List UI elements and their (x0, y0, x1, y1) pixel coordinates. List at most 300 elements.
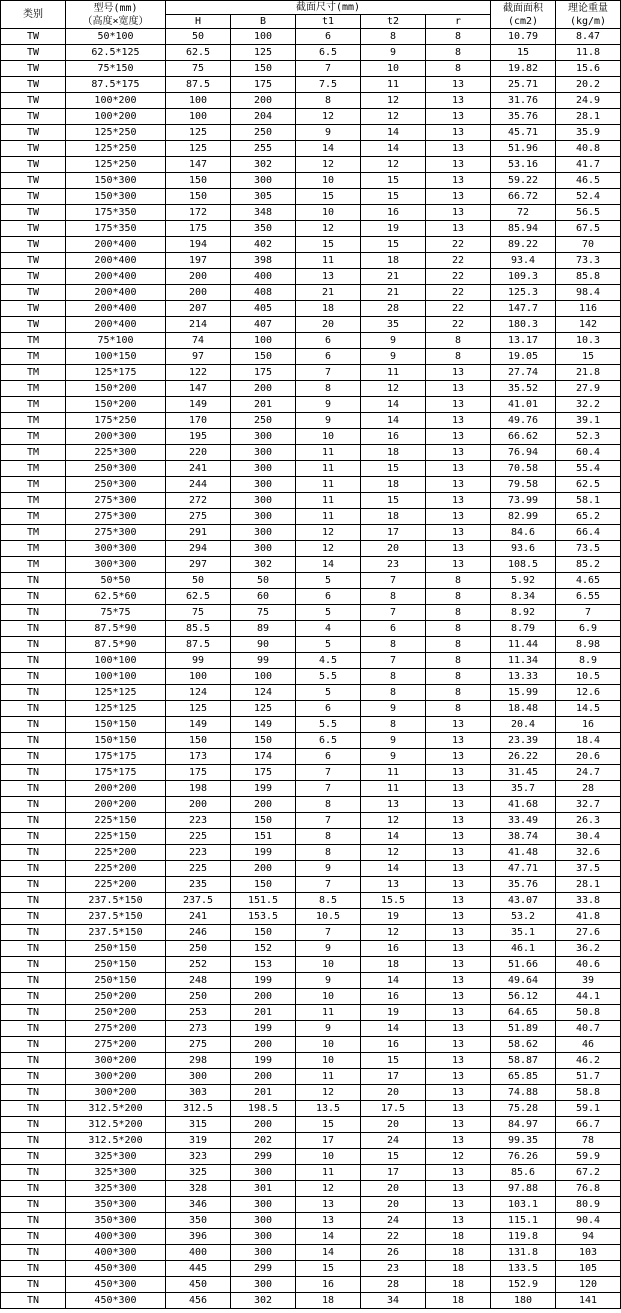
cell-weight: 24.7 (556, 765, 621, 781)
cell-h: 400 (166, 1245, 231, 1261)
cell-category: TW (1, 253, 66, 269)
cell-t1: 7 (296, 925, 361, 941)
cell-area: 41.68 (491, 797, 556, 813)
cell-model: 200*200 (66, 797, 166, 813)
cell-category: TN (1, 733, 66, 749)
cell-weight: 14.5 (556, 701, 621, 717)
cell-r: 8 (426, 349, 491, 365)
cell-t2: 12 (361, 925, 426, 941)
cell-b: 402 (231, 237, 296, 253)
cell-h: 300 (166, 1069, 231, 1085)
table-row (1, 957, 621, 973)
cell-weight: 28.1 (556, 877, 621, 893)
cell-model: 50*50 (66, 573, 166, 589)
cell-r: 13 (426, 1021, 491, 1037)
cell-category: TN (1, 749, 66, 765)
cell-category: TN (1, 957, 66, 973)
cell-h: 328 (166, 1181, 231, 1197)
table-row (1, 685, 621, 701)
cell-model: 250*300 (66, 477, 166, 493)
cell-category: TM (1, 557, 66, 573)
cell-t2: 13 (361, 797, 426, 813)
cell-model: 400*300 (66, 1245, 166, 1261)
cell-t1: 12 (296, 1181, 361, 1197)
cell-b: 149 (231, 717, 296, 733)
table-row (1, 909, 621, 925)
cell-h: 147 (166, 157, 231, 173)
cell-model: 450*300 (66, 1293, 166, 1309)
cell-h: 197 (166, 253, 231, 269)
table-row (1, 797, 621, 813)
cell-h: 75 (166, 61, 231, 77)
table-header (1, 1, 621, 29)
cell-category: TN (1, 925, 66, 941)
cell-model: 200*400 (66, 317, 166, 333)
table-row (1, 77, 621, 93)
cell-t1: 18 (296, 1293, 361, 1309)
cell-h: 100 (166, 669, 231, 685)
cell-category: TN (1, 1229, 66, 1245)
cell-t1: 18 (296, 301, 361, 317)
cell-weight: 98.4 (556, 285, 621, 301)
cell-h: 207 (166, 301, 231, 317)
table-row (1, 1293, 621, 1309)
table-row (1, 669, 621, 685)
cell-model: 250*300 (66, 461, 166, 477)
cell-area: 18.48 (491, 701, 556, 717)
cell-h: 99 (166, 653, 231, 669)
cell-h: 291 (166, 525, 231, 541)
cell-h: 172 (166, 205, 231, 221)
cell-t1: 14 (296, 557, 361, 573)
cell-t1: 21 (296, 285, 361, 301)
cell-model: 87.5*90 (66, 621, 166, 637)
cell-area: 45.71 (491, 125, 556, 141)
cell-t1: 11 (296, 1165, 361, 1181)
cell-weight: 40.6 (556, 957, 621, 973)
cell-area: 27.74 (491, 365, 556, 381)
cell-r: 13 (426, 909, 491, 925)
cell-t2: 16 (361, 205, 426, 221)
cell-model: 200*400 (66, 301, 166, 317)
cell-category: TW (1, 269, 66, 285)
cell-h: 149 (166, 397, 231, 413)
cell-model: 325*300 (66, 1149, 166, 1165)
cell-r: 22 (426, 301, 491, 317)
cell-category: TN (1, 941, 66, 957)
cell-model: 200*400 (66, 253, 166, 269)
cell-weight: 58.8 (556, 1085, 621, 1101)
cell-area: 76.26 (491, 1149, 556, 1165)
cell-category: TN (1, 621, 66, 637)
cell-b: 100 (231, 29, 296, 45)
cell-h: 450 (166, 1277, 231, 1293)
cell-r: 13 (426, 221, 491, 237)
cell-h: 200 (166, 269, 231, 285)
cell-area: 53.2 (491, 909, 556, 925)
cell-category: TN (1, 1053, 66, 1069)
cell-t1: 11 (296, 509, 361, 525)
cell-weight: 46 (556, 1037, 621, 1053)
cell-category: TN (1, 797, 66, 813)
cell-b: 300 (231, 1165, 296, 1181)
cell-weight: 78 (556, 1133, 621, 1149)
cell-area: 93.4 (491, 253, 556, 269)
cell-area: 76.94 (491, 445, 556, 461)
cell-weight: 28.1 (556, 109, 621, 125)
cell-t2: 9 (361, 333, 426, 349)
cell-r: 8 (426, 61, 491, 77)
cell-r: 13 (426, 397, 491, 413)
cell-weight: 105 (556, 1261, 621, 1277)
cell-weight: 7 (556, 605, 621, 621)
cell-weight: 20.2 (556, 77, 621, 93)
cell-model: 125*175 (66, 365, 166, 381)
table-row (1, 829, 621, 845)
cell-t2: 16 (361, 1037, 426, 1053)
cell-t2: 18 (361, 253, 426, 269)
cell-t1: 7 (296, 765, 361, 781)
cell-model: 450*300 (66, 1277, 166, 1293)
cell-t2: 34 (361, 1293, 426, 1309)
cell-model: 225*200 (66, 877, 166, 893)
table-row (1, 1261, 621, 1277)
cell-area: 35.76 (491, 109, 556, 125)
cell-r: 13 (426, 1213, 491, 1229)
cell-t1: 8 (296, 829, 361, 845)
cell-b: 90 (231, 637, 296, 653)
cell-t1: 10 (296, 1053, 361, 1069)
cell-t1: 5 (296, 637, 361, 653)
cell-t2: 17 (361, 525, 426, 541)
cell-b: 348 (231, 205, 296, 221)
cell-model: 350*300 (66, 1213, 166, 1229)
cell-model: 250*150 (66, 941, 166, 957)
cell-model: 200*300 (66, 429, 166, 445)
cell-weight: 40.7 (556, 1021, 621, 1037)
cell-r: 8 (426, 637, 491, 653)
cell-category: TN (1, 765, 66, 781)
cell-h: 250 (166, 941, 231, 957)
cell-h: 275 (166, 1037, 231, 1053)
cell-area: 11.44 (491, 637, 556, 653)
table-row (1, 397, 621, 413)
cell-r: 22 (426, 237, 491, 253)
cell-r: 18 (426, 1277, 491, 1293)
cell-r: 18 (426, 1261, 491, 1277)
cell-r: 13 (426, 877, 491, 893)
cell-t2: 21 (361, 269, 426, 285)
table-row (1, 525, 621, 541)
cell-model: 100*200 (66, 93, 166, 109)
cell-category: TW (1, 205, 66, 221)
cell-weight: 120 (556, 1277, 621, 1293)
cell-model: 225*200 (66, 861, 166, 877)
cell-b: 300 (231, 429, 296, 445)
cell-t1: 9 (296, 1021, 361, 1037)
cell-weight: 33.8 (556, 893, 621, 909)
cell-model: 200*200 (66, 781, 166, 797)
cell-t1: 10 (296, 1149, 361, 1165)
cell-t1: 14 (296, 1229, 361, 1245)
cell-r: 13 (426, 93, 491, 109)
cell-model: 300*200 (66, 1069, 166, 1085)
cell-b: 408 (231, 285, 296, 301)
cell-area: 58.87 (491, 1053, 556, 1069)
cell-area: 43.07 (491, 893, 556, 909)
cell-weight: 41.8 (556, 909, 621, 925)
cell-area: 84.6 (491, 525, 556, 541)
cell-t2: 20 (361, 541, 426, 557)
table-row (1, 1133, 621, 1149)
cell-b: 150 (231, 925, 296, 941)
cell-model: 175*350 (66, 221, 166, 237)
cell-t1: 6.5 (296, 733, 361, 749)
cell-r: 13 (426, 1197, 491, 1213)
cell-weight: 60.4 (556, 445, 621, 461)
cell-h: 323 (166, 1149, 231, 1165)
cell-t1: 20 (296, 317, 361, 333)
cell-b: 201 (231, 1005, 296, 1021)
cell-weight: 52.3 (556, 429, 621, 445)
table-row (1, 1213, 621, 1229)
cell-model: 250*150 (66, 973, 166, 989)
cell-t1: 8 (296, 381, 361, 397)
cell-r: 13 (426, 1037, 491, 1053)
cell-t2: 12 (361, 157, 426, 173)
cell-area: 70.58 (491, 461, 556, 477)
cell-t2: 15 (361, 493, 426, 509)
cell-area: 11.34 (491, 653, 556, 669)
cell-b: 174 (231, 749, 296, 765)
cell-area: 25.71 (491, 77, 556, 93)
cell-b: 153 (231, 957, 296, 973)
cell-area: 8.92 (491, 605, 556, 621)
cell-area: 26.22 (491, 749, 556, 765)
cell-weight: 12.6 (556, 685, 621, 701)
cell-weight: 32.6 (556, 845, 621, 861)
cell-model: 175*175 (66, 749, 166, 765)
cell-model: 150*150 (66, 733, 166, 749)
cell-category: TM (1, 349, 66, 365)
cell-weight: 73.3 (556, 253, 621, 269)
cell-weight: 32.7 (556, 797, 621, 813)
cell-t1: 15 (296, 1261, 361, 1277)
cell-t2: 11 (361, 781, 426, 797)
cell-t1: 5.5 (296, 717, 361, 733)
cell-t2: 15 (361, 237, 426, 253)
cell-r: 12 (426, 1149, 491, 1165)
cell-t1: 15 (296, 1117, 361, 1133)
cell-r: 18 (426, 1229, 491, 1245)
cell-t1: 10 (296, 957, 361, 973)
cell-h: 445 (166, 1261, 231, 1277)
cell-category: TN (1, 1165, 66, 1181)
cell-area: 93.6 (491, 541, 556, 557)
cell-category: TN (1, 845, 66, 861)
cell-t1: 14 (296, 1245, 361, 1261)
cell-t2: 14 (361, 125, 426, 141)
cell-b: 150 (231, 61, 296, 77)
cell-category: TW (1, 173, 66, 189)
cell-t1: 5 (296, 605, 361, 621)
cell-area: 103.1 (491, 1197, 556, 1213)
cell-t2: 7 (361, 653, 426, 669)
cell-b: 200 (231, 1117, 296, 1133)
cell-area: 65.85 (491, 1069, 556, 1085)
cell-category: TN (1, 989, 66, 1005)
cell-model: 75*150 (66, 61, 166, 77)
cell-category: TN (1, 813, 66, 829)
cell-model: 150*300 (66, 173, 166, 189)
cell-t1: 6.5 (296, 45, 361, 61)
cell-weight: 16 (556, 717, 621, 733)
cell-t2: 17 (361, 1165, 426, 1181)
cell-t1: 5.5 (296, 669, 361, 685)
cell-h: 74 (166, 333, 231, 349)
cell-weight: 76.8 (556, 1181, 621, 1197)
cell-b: 204 (231, 109, 296, 125)
cell-category: TN (1, 1037, 66, 1053)
cell-t1: 12 (296, 1085, 361, 1101)
cell-r: 13 (426, 173, 491, 189)
cell-h: 125 (166, 141, 231, 157)
cell-model: 100*100 (66, 669, 166, 685)
cell-b: 199 (231, 1021, 296, 1037)
cell-h: 170 (166, 413, 231, 429)
cell-h: 147 (166, 381, 231, 397)
cell-weight: 8.9 (556, 653, 621, 669)
cell-model: 250*150 (66, 957, 166, 973)
cell-t1: 9 (296, 397, 361, 413)
table-row (1, 1085, 621, 1101)
header-weight-label: 理论重量 (568, 2, 609, 14)
cell-t2: 18 (361, 477, 426, 493)
cell-b: 89 (231, 621, 296, 637)
cell-t1: 12 (296, 157, 361, 173)
cell-area: 85.94 (491, 221, 556, 237)
table-row (1, 653, 621, 669)
cell-b: 200 (231, 861, 296, 877)
cell-area: 53.16 (491, 157, 556, 173)
table-row (1, 941, 621, 957)
cell-t2: 8 (361, 685, 426, 701)
cell-t2: 9 (361, 749, 426, 765)
cell-area: 13.17 (491, 333, 556, 349)
cell-r: 13 (426, 845, 491, 861)
cell-t1: 8 (296, 93, 361, 109)
cell-category: TM (1, 413, 66, 429)
header-category: 类别 (1, 1, 66, 29)
cell-r: 13 (426, 1085, 491, 1101)
cell-r: 8 (426, 669, 491, 685)
cell-b: 302 (231, 1293, 296, 1309)
cell-category: TN (1, 1101, 66, 1117)
cell-category: TM (1, 477, 66, 493)
cell-t2: 12 (361, 109, 426, 125)
cell-t1: 7 (296, 877, 361, 893)
cell-model: 275*300 (66, 493, 166, 509)
cell-h: 200 (166, 797, 231, 813)
table-row (1, 557, 621, 573)
cell-category: TN (1, 685, 66, 701)
cell-r: 13 (426, 813, 491, 829)
cell-category: TW (1, 93, 66, 109)
cell-t2: 17.5 (361, 1101, 426, 1117)
header-b: B (231, 15, 296, 29)
cell-h: 122 (166, 365, 231, 381)
cell-t2: 14 (361, 1021, 426, 1037)
cell-r: 22 (426, 285, 491, 301)
cell-r: 13 (426, 461, 491, 477)
cell-category: TM (1, 541, 66, 557)
cell-category: TN (1, 861, 66, 877)
cell-h: 252 (166, 957, 231, 973)
cell-t1: 5 (296, 685, 361, 701)
table-row (1, 845, 621, 861)
cell-b: 398 (231, 253, 296, 269)
cell-t1: 13 (296, 269, 361, 285)
cell-t2: 8 (361, 637, 426, 653)
cell-b: 299 (231, 1261, 296, 1277)
cell-model: 50*100 (66, 29, 166, 45)
cell-model: 300*300 (66, 541, 166, 557)
cell-t2: 14 (361, 413, 426, 429)
cell-weight: 11.8 (556, 45, 621, 61)
cell-area: 108.5 (491, 557, 556, 573)
cell-model: 125*125 (66, 701, 166, 717)
cell-area: 31.76 (491, 93, 556, 109)
cell-b: 300 (231, 1213, 296, 1229)
cell-t1: 11 (296, 461, 361, 477)
cell-h: 125 (166, 701, 231, 717)
table-row (1, 509, 621, 525)
cell-weight: 35.9 (556, 125, 621, 141)
cell-t1: 7 (296, 781, 361, 797)
cell-model: 300*200 (66, 1085, 166, 1101)
cell-r: 13 (426, 493, 491, 509)
cell-weight: 46.5 (556, 173, 621, 189)
cell-r: 13 (426, 1117, 491, 1133)
cell-t2: 19 (361, 909, 426, 925)
cell-area: 38.74 (491, 829, 556, 845)
cell-h: 312.5 (166, 1101, 231, 1117)
header-area-unit: (cm2) (507, 15, 539, 27)
cell-area: 180 (491, 1293, 556, 1309)
cell-h: 235 (166, 877, 231, 893)
cell-r: 18 (426, 1245, 491, 1261)
cell-r: 22 (426, 269, 491, 285)
cell-area: 35.7 (491, 781, 556, 797)
cell-t1: 10 (296, 173, 361, 189)
cell-model: 125*250 (66, 125, 166, 141)
cell-b: 250 (231, 413, 296, 429)
cell-t1: 17 (296, 1133, 361, 1149)
cell-t2: 15 (361, 189, 426, 205)
table-row (1, 141, 621, 157)
cell-t2: 16 (361, 429, 426, 445)
cell-category: TN (1, 1021, 66, 1037)
table-row (1, 189, 621, 205)
cell-h: 85.5 (166, 621, 231, 637)
header-weight (556, 1, 621, 29)
table-row (1, 109, 621, 125)
cell-b: 405 (231, 301, 296, 317)
cell-b: 100 (231, 333, 296, 349)
cell-weight: 27.9 (556, 381, 621, 397)
cell-category: TN (1, 1133, 66, 1149)
header-model (66, 1, 166, 29)
